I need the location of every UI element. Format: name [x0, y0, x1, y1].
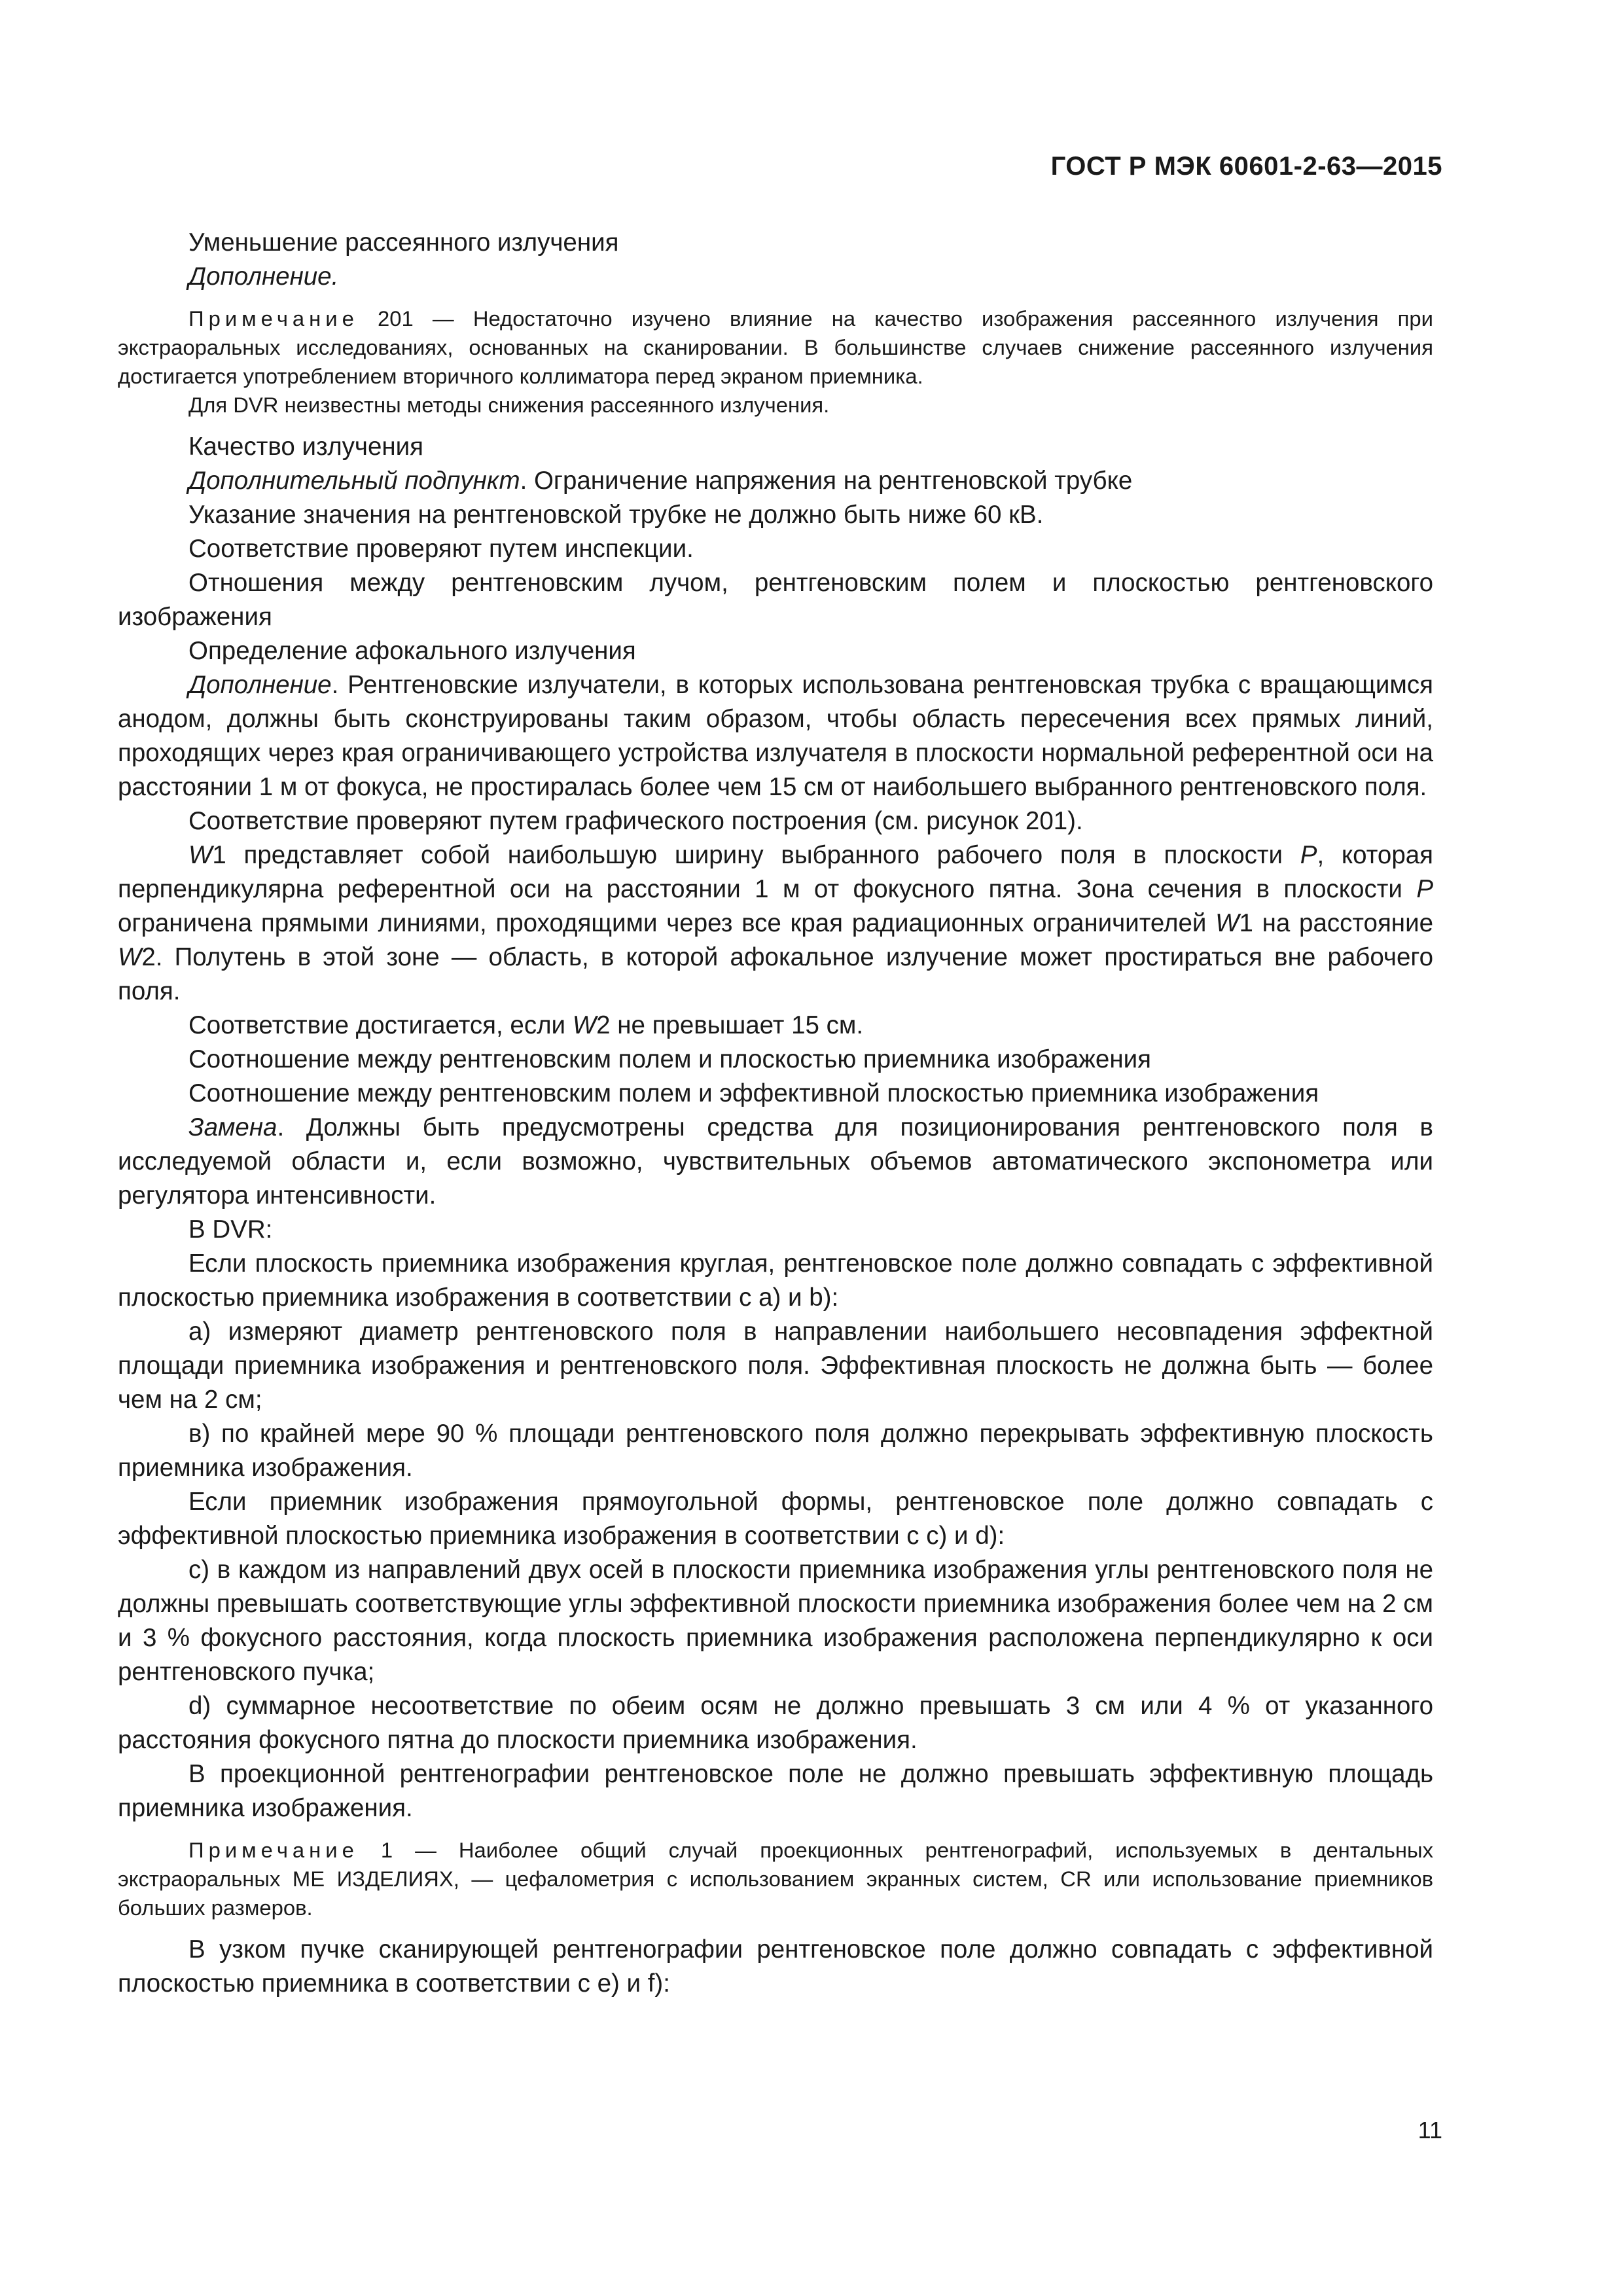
paragraph-projection: В проекционной рентгенографии рентгеновское поле не должно превышать эффективную площадь приемника изображения. [118, 1760, 1433, 1822]
italic-term: Замена [188, 1113, 277, 1141]
paragraph-text: ограничена прямыми линиями, проходящими через все края радиационных ограничителей [118, 909, 1216, 937]
paragraph-text: 1 на расстояние [1239, 909, 1433, 937]
paragraph-graphic-check: Соответствие проверяют путем графического построения (см. рисунок 201). [188, 807, 1083, 835]
section-heading-scatter: Уменьшение рассеянного излучения [188, 228, 619, 257]
var-w: W [188, 841, 213, 869]
document-body [118, 226, 1433, 2001]
note-text: 1 — Наиболее общий случай проекционных рентгенографий, используемых в дентальных экстраоральных МЕ ИЗДЕЛИЯХ, — цефалометрия с использованием экранных систем, CR или использование приемников больших размеров. [118, 1838, 1433, 1920]
paragraph-w1 [118, 838, 1433, 1009]
paragraph-w2 [118, 1009, 1433, 1043]
var-w: W [1215, 909, 1240, 937]
list-item-a: а) измеряют диаметр рентгеновского поля в направлении наибольшего несовпадения эффектной площади приемника изображения и рентгеновского поля. Эффективная плоскость не должна быть — более чем на 2 см; [118, 1318, 1433, 1414]
list-item-c: с) в каждом из направлений двух осей в плоскости приемника изображения углы рентгеновского поля не должны превышать соответствующие углы эффективной плоскости приемника изображения более чем на 2 см и 3 % фокусного расстояния, когда плоскость приемника изображения расположена перпендикулярно к оси рентгеновского пучка; [118, 1556, 1433, 1686]
paragraph-text: Соответствие достигается, если [188, 1011, 573, 1039]
note-text: 201 — Недостаточно изучено влияние на качество изображения рассеянного излучения при экстраоральных исследованиях, основанных на сканировании. В большинстве случаев снижение рассеянного излучения достигается употреблением вторичного коллиматора перед экраном приемника. [118, 306, 1433, 388]
var-p: P [1300, 841, 1317, 869]
paragraph-subclause [118, 464, 1433, 498]
paragraph-addition [118, 668, 1433, 804]
paragraph-text: . Ограничение напряжения на рентгеновской трубке [520, 467, 1133, 495]
paragraph-text: 2. Полутень в этой зоне — область, в которой афокальное излучение может простираться вне рабочего поля. [118, 943, 1433, 1005]
addition-label: Дополнение. [188, 262, 339, 291]
list-item-b: в) по крайней мере 90 % площади рентгеновского поля должно перекрывать эффективную плоскость приемника изображения. [118, 1420, 1433, 1482]
paragraph-round: Если плоскость приемника изображения круглая, рентгеновское поле должно совпадать с эффективной плоскостью приемника изображения в соответствии с а) и b): [118, 1249, 1433, 1312]
section-heading-relations: Отношения между рентгеновским лучом, рентгеновским полем и плоскостью рентгеновского изображения [118, 569, 1433, 631]
paragraph-scanning: В узком пучке сканирующей рентгенографии рентгеновское поле должно совпадать с эффективной плоскостью приемника в соответствии с е) и f): [118, 1935, 1433, 1998]
italic-term: Дополнение [188, 671, 332, 699]
page-number: 11 [1418, 2117, 1442, 2144]
paragraph-text: . Рентгеновские излучатели, в которых использована рентгеновская трубка с вращающимся анодом, должны быть сконструированы таким образом, чтобы область пересечения всех прямых линий, проходящих через края ограничивающего устройства излучателя в плоскости нормальной референтной оси на расстоянии 1 м от фокуса, не простиралась более чем 15 см от наибольшего выбранного рентгеновского поля. [118, 671, 1433, 801]
paragraph-compliance: Соответствие проверяют путем инспекции. [188, 535, 694, 563]
var-w: W [572, 1011, 597, 1039]
section-heading-field-effective: Соотношение между рентгеновским полем и эффективной плоскостью приемника изображения [188, 1079, 1319, 1107]
var-w: W [118, 943, 142, 971]
section-heading-afocal: Определение афокального излучения [188, 637, 636, 665]
section-heading-field-plane: Соотношение между рентгеновским полем и плоскостью приемника изображения [188, 1045, 1151, 1073]
note-label: Примечание [188, 306, 359, 331]
paragraph-rectangular: Если приемник изображения прямоугольной формы, рентгеновское поле должно совпадать с эффективной плоскостью приемника изображения в соответствии с с) и d): [118, 1488, 1433, 1550]
list-item-d: d) суммарное несоответствие по обеим осям не должно превышать 3 см или 4 % от указанного расстояния фокусного пятна до плоскости приемника изображения. [118, 1692, 1433, 1754]
paragraph-replacement [118, 1111, 1433, 1213]
var-p: P [1416, 875, 1433, 903]
section-heading-quality: Качество излучения [188, 433, 424, 461]
note-201-dvr: Для DVR неизвестны методы снижения рассеянного излучения. [188, 393, 830, 417]
paragraph-text: 2 не превышает 15 см. [596, 1011, 864, 1039]
note-1 [118, 1836, 1433, 1922]
paragraph-voltage: Указание значения на рентгеновской трубке не должно быть ниже 60 кВ. [188, 501, 1044, 529]
paragraph-text: . Должны быть предусмотрены средства для позиционирования рентгеновского поля в исследуемой области и, если возможно, чувствительных объемов автоматического экспонометра или регулятора интенсивности. [118, 1113, 1433, 1210]
standard-header: ГОСТ Р МЭК 60601-2-63—2015 [1050, 152, 1442, 181]
note-201 [118, 304, 1433, 391]
paragraph-text: 1 представляет собой наибольшую ширину выбранного рабочего поля в плоскости [212, 841, 1300, 869]
note-label: Примечание [188, 1838, 359, 1862]
paragraph-text: , которая перпендикулярна референтной оси на расстоянии 1 м от фокусного пятна. Зона сечения в плоскости [118, 841, 1433, 903]
paragraph-dvr: В DVR: [188, 1215, 273, 1244]
italic-term: Дополнительный подпункт [188, 467, 520, 495]
